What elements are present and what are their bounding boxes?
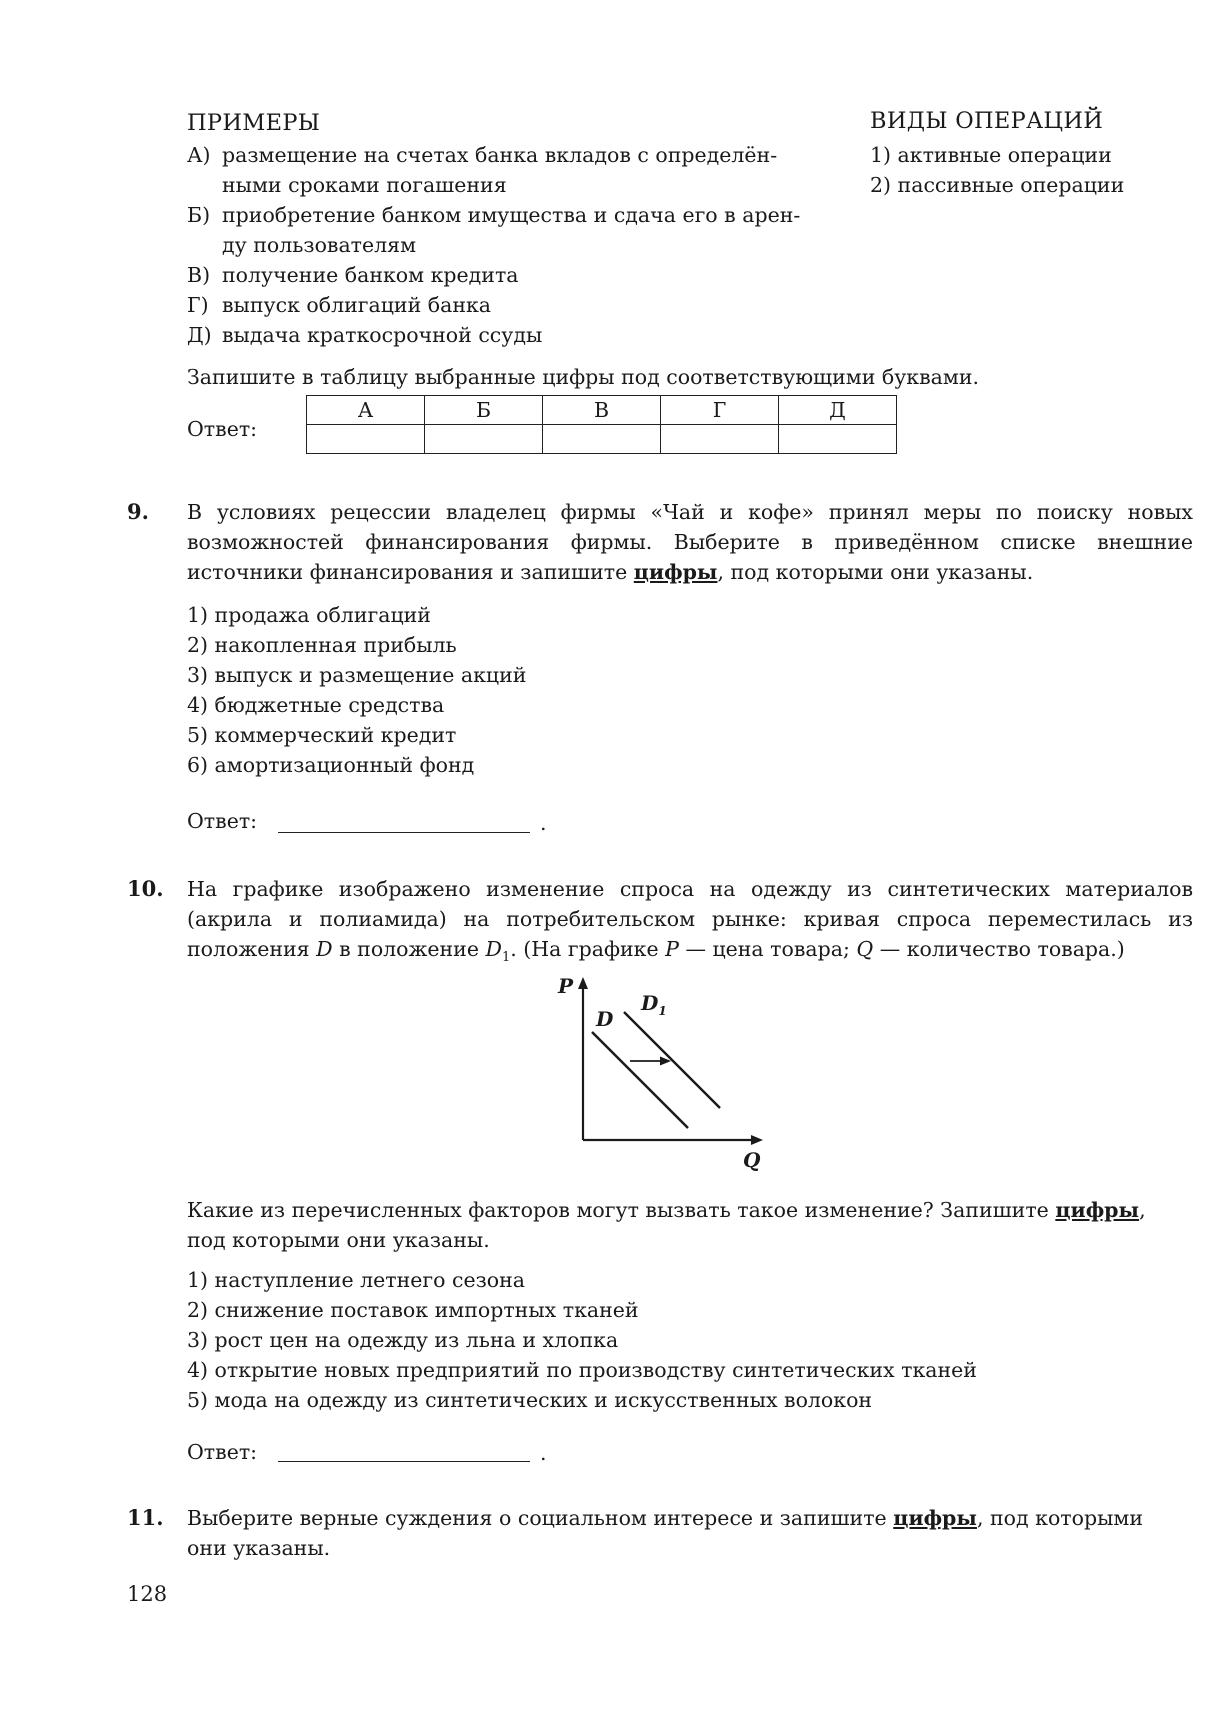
axis-label-q: Q xyxy=(743,1148,761,1172)
emphasis: цифры xyxy=(1055,1198,1140,1222)
operations-header: ВИДЫ ОПЕРАЦИЙ xyxy=(870,108,1104,134)
option-item: 4) открытие новых предприятий по производству синтетических тканей xyxy=(187,1358,977,1382)
answer-label: Ответ: xyxy=(187,417,258,441)
example-letter: А) xyxy=(187,143,211,167)
demand-curve-d1 xyxy=(624,1012,720,1108)
question-text: Какие из перечисленных факторов могут вызвать такое изменение? Запишите цифры, под которыми они указаны. xyxy=(187,1198,1146,1252)
option-item: 3) выпуск и размещение акций xyxy=(187,663,527,687)
option-item: 2) снижение поставок импортных тканей xyxy=(187,1298,639,1322)
answer-end: . xyxy=(540,811,547,835)
example-text: приобретение банком имущества и сдача его в арен- ду пользователям xyxy=(222,203,801,257)
axis-label-p: P xyxy=(558,974,574,998)
question-number: 9. xyxy=(127,499,149,524)
answer-cell-d[interactable] xyxy=(779,425,897,454)
option-item: 6) амортизационный фонд xyxy=(187,753,475,777)
emphasis: цифры xyxy=(633,560,718,584)
answer-label: Ответ: xyxy=(187,1440,258,1464)
emphasis: цифры xyxy=(893,1506,977,1530)
answer-cell-b[interactable] xyxy=(425,425,543,454)
answer-table-header: Г xyxy=(661,396,779,425)
answer-table-header: Д xyxy=(779,396,897,425)
option-item: 1) наступление летнего сезона xyxy=(187,1268,526,1292)
answer-end: . xyxy=(540,1441,547,1465)
answer-cell-g[interactable] xyxy=(661,425,779,454)
answer-input-line[interactable] xyxy=(278,806,530,833)
example-text: получение банком кредита xyxy=(222,263,519,287)
example-letter: Г) xyxy=(187,293,209,317)
question-number: 10. xyxy=(127,876,164,901)
operation-item: 2) пассивные операции xyxy=(870,173,1125,197)
demand-curve-d xyxy=(592,1032,688,1128)
option-item: 5) мода на одежду из синтетических и искусственных волокон xyxy=(187,1388,873,1412)
answer-table xyxy=(306,395,897,454)
example-letter: Б) xyxy=(187,203,211,227)
answer-table-header: Б xyxy=(425,396,543,425)
curve-label-d1: $D_1$ xyxy=(641,991,667,1018)
example-text: выпуск облигаций банка xyxy=(222,293,492,317)
example-letter: В) xyxy=(187,263,211,287)
x-axis-arrow-icon xyxy=(751,1135,763,1145)
curve-label-d: D xyxy=(596,1007,614,1031)
answer-cell-v[interactable] xyxy=(543,425,661,454)
example-letter: Д) xyxy=(187,323,212,347)
demand-shift-graph xyxy=(550,975,770,1175)
example-text: размещение на счетах банка вкладов с определён- ными сроками погашения xyxy=(222,143,778,197)
option-item: 1) продажа облигаций xyxy=(187,603,431,627)
examples-header: ПРИМЕРЫ xyxy=(187,110,321,136)
table-instruction: Запишите в таблицу выбранные цифры под соответствующими буквами. xyxy=(187,365,980,389)
option-item: 5) коммерческий кредит xyxy=(187,723,457,747)
option-item: 2) накопленная прибыль xyxy=(187,633,457,657)
option-item: 4) бюджетные средства xyxy=(187,693,445,717)
operation-item: 1) активные операции xyxy=(870,143,1112,167)
answer-table-header: А xyxy=(307,396,425,425)
question-number: 11. xyxy=(127,1505,164,1530)
answer-table-header: В xyxy=(543,396,661,425)
question-text: Выберите верные суждения о социальном интересе и запишите цифры, под которыми они указаны. xyxy=(187,1506,1144,1560)
answer-cell-a[interactable] xyxy=(307,425,425,454)
question-text: В условиях рецессии владелец фирмы «Чай и кофе» принял меры по поиску новых возможностей финансирования фирмы. Выберите в приведённом списке внешние источники финансирования и запишите цифры, под которыми они указаны. xyxy=(187,500,1193,584)
example-text: выдача краткосрочной ссуды xyxy=(222,323,543,347)
option-item: 3) рост цен на одежду из льна и хлопка xyxy=(187,1328,619,1352)
answer-input-line[interactable] xyxy=(278,1435,530,1462)
question-text: На графике изображено изменение спроса на одежду из синтетических материалов (акрила и полиамида) на потребительском рынке: кривая спроса переместилась из положения D в положение $D_1$. (На графике P — цена товара; Q — количество товара.) xyxy=(187,877,1193,966)
y-axis-arrow-icon xyxy=(578,977,588,989)
answer-label: Ответ: xyxy=(187,809,258,833)
page-number: 128 xyxy=(127,1582,168,1606)
